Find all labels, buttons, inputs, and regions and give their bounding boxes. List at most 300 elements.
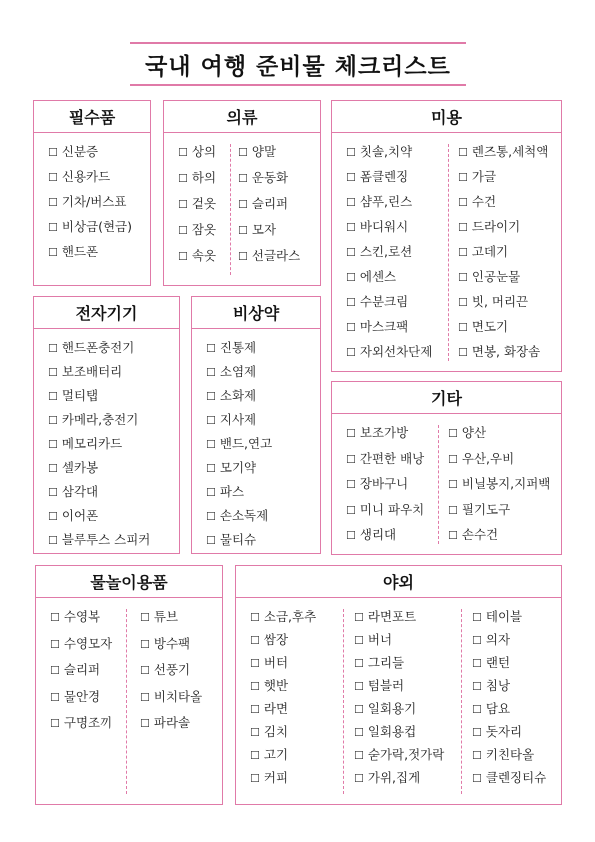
checklist-item (354, 607, 416, 625)
checkbox-icon[interactable]: ☐ (346, 246, 356, 259)
column-divider (126, 609, 127, 794)
checkbox-icon[interactable]: ☐ (238, 250, 248, 263)
checklist-item-label: 키친타올 (485, 747, 535, 762)
checklist-item-label: 메모리카드 (61, 436, 123, 451)
checklist-item-label: 빗, 머리끈 (471, 294, 529, 309)
checklist-item (250, 722, 288, 740)
checklist-item-label: 쌈장 (263, 632, 289, 647)
checklist-item (206, 338, 256, 356)
checklist-item-label: 샴푸,린스 (359, 194, 413, 209)
checklist-item (354, 653, 404, 671)
checkbox-icon[interactable]: ☐ (178, 172, 188, 185)
section-title: 비상약 (192, 297, 320, 329)
checklist-item-label: 수영복 (63, 609, 101, 624)
checklist-item (48, 410, 138, 428)
checklist-item-label: 보조가방 (359, 425, 409, 440)
checklist-item-label: 지사제 (219, 412, 257, 427)
checkbox-icon[interactable]: ☐ (238, 198, 248, 211)
checkbox-icon[interactable]: ☐ (458, 296, 468, 309)
checkbox-icon[interactable]: ☐ (354, 634, 364, 647)
checkbox-icon[interactable]: ☐ (50, 637, 60, 651)
checkbox-icon[interactable]: ☐ (250, 657, 260, 670)
checklist-item (50, 687, 100, 705)
checklist-item (472, 768, 546, 786)
checkbox-icon[interactable]: ☐ (346, 529, 356, 542)
checklist-item (346, 142, 412, 160)
checklist-item (48, 482, 98, 500)
checkbox-icon[interactable]: ☐ (472, 749, 482, 762)
checklist-item-label: 겉옷 (191, 196, 217, 211)
checklist-item (238, 194, 288, 212)
checklist-item (48, 242, 98, 260)
checklist-item-label: 랜턴 (485, 655, 511, 670)
checklist-item-label: 핸드폰 (61, 244, 99, 259)
checklist-item (48, 434, 122, 452)
checklist-item-label: 라면포트 (367, 609, 417, 624)
section-title: 의류 (164, 101, 320, 133)
checklist-item (140, 607, 178, 625)
checklist-item-label: 모기약 (219, 460, 257, 475)
checklist-item-label: 렌즈통,세척액 (471, 144, 549, 159)
checkbox-icon[interactable]: ☐ (178, 198, 188, 211)
checkbox-icon[interactable]: ☐ (354, 726, 364, 739)
checkbox-icon[interactable]: ☐ (140, 611, 150, 624)
section-title: 물놀이용품 (36, 566, 222, 598)
checklist-item (238, 220, 276, 238)
checkbox-icon[interactable]: ☐ (458, 346, 468, 359)
checklist-item-label: 선풍기 (153, 662, 191, 677)
checklist-item-label: 신용카드 (61, 169, 111, 184)
checkbox-icon[interactable]: ☐ (448, 529, 458, 542)
checklist-item (448, 500, 510, 518)
checklist-item (50, 660, 100, 678)
checklist-item-label: 고데기 (471, 244, 509, 259)
section-water (35, 565, 223, 805)
checklist-item-label: 생리대 (359, 527, 397, 542)
checklist-item (250, 630, 288, 648)
checklist-item-label: 튜브 (153, 609, 179, 624)
checklist-item (346, 449, 424, 467)
checklist-item-label: 밴드,연고 (219, 436, 273, 451)
checklist-item (346, 500, 424, 518)
checklist-item-label: 선글라스 (251, 248, 301, 263)
checklist-item-label: 일회용컵 (367, 724, 417, 739)
checkbox-icon[interactable]: ☐ (458, 271, 468, 284)
checklist-item-label: 미니 파우치 (359, 501, 425, 517)
checklist-item (140, 660, 190, 678)
checkbox-icon[interactable]: ☐ (206, 438, 216, 451)
checkbox-icon[interactable]: ☐ (48, 366, 58, 379)
checklist-item-label: 손소독제 (219, 508, 269, 523)
checklist-item (472, 745, 534, 763)
checklist-item-label: 방수팩 (153, 635, 191, 651)
checklist-item-label: 속옷 (191, 248, 217, 263)
checklist-item-label: 블루투스 스피커 (61, 532, 151, 547)
checklist-item-label: 자외선차단제 (359, 344, 433, 359)
checklist-item-label: 수분크림 (359, 294, 409, 309)
checkbox-icon[interactable]: ☐ (48, 390, 58, 403)
column-divider (448, 144, 449, 361)
checklist-item-label: 구명조끼 (63, 715, 113, 730)
checklist-item (48, 142, 98, 160)
column-divider (230, 144, 231, 275)
checklist-item (178, 246, 216, 264)
checkbox-icon[interactable]: ☐ (448, 478, 458, 491)
checklist-item (178, 142, 216, 160)
checkbox-icon[interactable]: ☐ (140, 664, 150, 677)
checklist-item (458, 167, 496, 185)
checkbox-icon[interactable]: ☐ (354, 680, 364, 693)
checklist-item (458, 242, 508, 260)
checkbox-icon[interactable]: ☐ (346, 478, 356, 491)
checkbox-icon[interactable]: ☐ (206, 462, 216, 475)
checklist-item (448, 449, 514, 467)
checkbox-icon[interactable]: ☐ (458, 146, 468, 159)
checklist-item (206, 530, 256, 548)
checkbox-icon[interactable]: ☐ (346, 271, 356, 284)
checklist-item (50, 713, 112, 731)
checkbox-icon[interactable]: ☐ (448, 427, 458, 440)
checklist-item-label: 돗자리 (485, 724, 523, 739)
checklist-item-label: 셀카봉 (61, 460, 99, 475)
checklist-item-label: 신분증 (61, 144, 99, 159)
checkbox-icon[interactable]: ☐ (448, 503, 458, 517)
section-clothing (163, 100, 321, 286)
checklist-item-label: 의자 (485, 632, 511, 647)
checkbox-icon[interactable]: ☐ (346, 171, 356, 184)
checklist-item-label: 핸드폰충전기 (61, 340, 135, 355)
checkbox-icon[interactable]: ☐ (206, 342, 216, 355)
checklist-item (472, 607, 522, 625)
checkbox-icon[interactable]: ☐ (458, 246, 468, 259)
checklist-item (354, 630, 392, 648)
checklist-item (354, 699, 416, 717)
checklist-item-label: 고기 (263, 747, 289, 762)
checkbox-icon[interactable]: ☐ (206, 366, 216, 379)
checkbox-icon[interactable]: ☐ (48, 342, 58, 355)
checklist-item (48, 530, 150, 548)
checklist-item-label: 폼클렌징 (359, 169, 409, 184)
checkbox-icon[interactable]: ☐ (346, 196, 356, 209)
checklist-item (472, 653, 510, 671)
checklist-item-label: 그리들 (367, 655, 405, 670)
checklist-item (448, 474, 550, 492)
checkbox-icon[interactable]: ☐ (354, 703, 364, 716)
checkbox-icon[interactable]: ☐ (250, 772, 260, 785)
checklist-item (206, 506, 268, 524)
checklist-item (458, 267, 520, 285)
checklist-item (206, 362, 256, 380)
checklist-item-label: 물안경 (63, 688, 101, 704)
checklist-item (50, 607, 100, 625)
checkbox-icon[interactable]: ☐ (50, 717, 60, 730)
checklist-item-label: 버터 (263, 655, 289, 670)
checkbox-icon[interactable]: ☐ (472, 726, 482, 739)
checklist-item (346, 525, 396, 543)
checkbox-icon[interactable]: ☐ (458, 221, 468, 234)
checklist-item (238, 142, 276, 160)
checklist-item (140, 634, 190, 652)
checklist-item (346, 474, 408, 492)
checklist-item-label: 카메라,충전기 (61, 412, 139, 427)
checklist-item-label: 라면 (263, 701, 289, 716)
checklist-item (178, 194, 216, 212)
checklist-item (250, 699, 288, 717)
checklist-item (206, 434, 272, 452)
checklist-item (250, 768, 288, 786)
checklist-item-label: 가글 (471, 169, 497, 184)
checkbox-icon[interactable]: ☐ (48, 486, 58, 499)
checklist-item (48, 458, 98, 476)
checkbox-icon[interactable]: ☐ (206, 414, 216, 427)
checklist-item-label: 보조배터리 (61, 364, 123, 379)
checklist-item (250, 653, 288, 671)
checklist-item (448, 525, 498, 543)
checkbox-icon[interactable]: ☐ (250, 634, 260, 647)
checklist-item-label: 운동화 (251, 170, 289, 185)
checkbox-icon[interactable]: ☐ (48, 438, 58, 451)
checklist-item-label: 바디워시 (359, 219, 409, 234)
checklist-item (48, 506, 98, 524)
checklist-item-label: 마스크팩 (359, 319, 409, 334)
section-title: 전자기기 (34, 297, 179, 329)
checklist-item-label: 클렌징티슈 (485, 770, 547, 785)
checklist-item-label: 수영모자 (63, 635, 113, 651)
checklist-item (178, 220, 216, 238)
section-beauty (331, 100, 562, 372)
checkbox-icon[interactable]: ☐ (458, 321, 468, 334)
checklist-item (346, 423, 408, 441)
checkbox-icon[interactable]: ☐ (354, 772, 364, 785)
checkbox-icon[interactable]: ☐ (48, 534, 58, 547)
checklist-item-label: 비상금(현금) (61, 219, 133, 234)
checklist-item-label: 장바구니 (359, 476, 409, 491)
checklist-item (458, 192, 496, 210)
checklist-item (346, 342, 432, 360)
checklist-item (448, 423, 486, 441)
section-essentials (33, 100, 151, 286)
checkbox-icon[interactable]: ☐ (472, 680, 482, 693)
checklist-item (140, 713, 190, 731)
checklist-item-label: 하의 (191, 170, 217, 185)
checkbox-icon[interactable]: ☐ (472, 703, 482, 716)
checklist-item (48, 167, 110, 185)
checklist-item-label: 모자 (251, 222, 277, 237)
checkbox-icon[interactable]: ☐ (48, 414, 58, 427)
checklist-item-label: 일회용기 (367, 701, 417, 716)
checkbox-icon[interactable]: ☐ (346, 321, 356, 334)
checklist-item-label: 가위,집게 (367, 770, 421, 785)
checklist-item (354, 676, 404, 694)
checklist-item (472, 722, 522, 740)
checklist-item-label: 드라이기 (471, 219, 521, 234)
checkbox-icon[interactable]: ☐ (448, 452, 458, 466)
checkbox-icon[interactable]: ☐ (238, 146, 248, 159)
page-title: 국내 여행 준비물 체크리스트 (130, 42, 466, 86)
checkbox-icon[interactable]: ☐ (458, 196, 468, 209)
checklist-item-label: 우산,우비 (461, 450, 515, 466)
checkbox-icon[interactable]: ☐ (206, 534, 216, 547)
checkbox-icon[interactable]: ☐ (48, 171, 58, 184)
checklist-item (346, 192, 412, 210)
checkbox-icon[interactable]: ☐ (354, 611, 364, 624)
checklist-item-label: 에센스 (359, 269, 397, 284)
checklist-item (346, 292, 408, 310)
section-etc (331, 381, 562, 555)
section-camping (235, 565, 562, 805)
checkbox-icon[interactable]: ☐ (472, 634, 482, 647)
checklist-item-label: 상의 (191, 144, 217, 159)
column-divider (343, 609, 344, 794)
checkbox-icon[interactable]: ☐ (48, 221, 58, 234)
checklist-item-label: 비닐봉지,지퍼백 (461, 476, 551, 491)
checklist-item-label: 수건 (471, 194, 497, 209)
checklist-item-label: 텀블러 (367, 678, 405, 693)
checkbox-icon[interactable]: ☐ (48, 196, 58, 209)
checklist-item-label: 면봉, 화장솜 (471, 344, 541, 359)
checklist-item (206, 410, 256, 428)
checkbox-icon[interactable]: ☐ (178, 250, 188, 263)
checkbox-icon[interactable]: ☐ (354, 657, 364, 670)
checkbox-icon[interactable]: ☐ (346, 221, 356, 234)
checklist-item (472, 699, 510, 717)
checkbox-icon[interactable]: ☐ (346, 346, 356, 359)
column-divider (438, 425, 439, 544)
checklist-item-label: 진통제 (219, 340, 257, 355)
checklist-item-label: 소화제 (219, 388, 257, 403)
checklist-item-label: 김치 (263, 724, 289, 739)
section-title: 기타 (332, 382, 561, 414)
checkbox-icon[interactable]: ☐ (140, 717, 150, 730)
checkbox-icon[interactable]: ☐ (346, 296, 356, 309)
checklist-item (346, 267, 396, 285)
checklist-item-label: 파라솔 (153, 715, 191, 730)
checklist-item (48, 217, 132, 235)
checklist-item (206, 458, 256, 476)
checkbox-icon[interactable]: ☐ (346, 503, 356, 517)
checklist-item (250, 676, 288, 694)
checkbox-icon[interactable]: ☐ (140, 690, 150, 704)
checklist-item (140, 687, 202, 705)
checkbox-icon[interactable]: ☐ (238, 224, 248, 237)
checklist-item (238, 246, 300, 264)
checklist-item-label: 햇반 (263, 678, 289, 693)
checkbox-icon[interactable]: ☐ (250, 680, 260, 693)
checklist-item-label: 양산 (461, 425, 487, 440)
checkbox-icon[interactable]: ☐ (48, 510, 58, 523)
checkbox-icon[interactable]: ☐ (178, 146, 188, 159)
checklist-item (458, 342, 540, 360)
checkbox-icon[interactable]: ☐ (250, 749, 260, 762)
checkbox-icon[interactable]: ☐ (48, 462, 58, 475)
checklist-item (238, 168, 288, 186)
checkbox-icon[interactable]: ☐ (206, 510, 216, 523)
checkbox-icon[interactable]: ☐ (48, 146, 58, 159)
checkbox-icon[interactable]: ☐ (178, 224, 188, 237)
checkbox-icon[interactable]: ☐ (50, 690, 60, 704)
checklist-item-label: 물티슈 (219, 532, 257, 547)
checklist-item-label: 슬리퍼 (251, 196, 289, 211)
checklist-item-label: 파스 (219, 484, 245, 499)
checklist-item (50, 634, 112, 652)
checklist-item (354, 745, 444, 763)
checkbox-icon[interactable]: ☐ (206, 486, 216, 499)
checklist-item-label: 소금,후추 (263, 609, 317, 624)
section-electronics (33, 296, 180, 554)
checkbox-icon[interactable]: ☐ (50, 611, 60, 624)
checklist-item (458, 142, 548, 160)
checklist-item (472, 630, 510, 648)
checkbox-icon[interactable]: ☐ (250, 726, 260, 739)
checkbox-icon[interactable]: ☐ (140, 637, 150, 651)
checklist-item-label: 멀티탭 (61, 388, 99, 403)
checkbox-icon[interactable]: ☐ (250, 611, 260, 624)
section-title: 야외 (236, 566, 561, 598)
checklist-item (346, 167, 408, 185)
section-title: 미용 (332, 101, 561, 133)
checklist-item (346, 242, 412, 260)
checklist-item (206, 482, 244, 500)
checklist-item (48, 338, 134, 356)
checklist-item-label: 면도기 (471, 319, 509, 334)
checkbox-icon[interactable]: ☐ (238, 172, 248, 185)
checkbox-icon[interactable]: ☐ (346, 452, 356, 466)
checklist-item-label: 커피 (263, 770, 289, 785)
checklist-item-label: 손수건 (461, 527, 499, 542)
checkbox-icon[interactable]: ☐ (458, 171, 468, 184)
checkbox-icon[interactable]: ☐ (472, 772, 482, 785)
checklist-item (250, 745, 288, 763)
checkbox-icon[interactable]: ☐ (50, 664, 60, 677)
checklist-item-label: 슬리퍼 (63, 662, 101, 677)
checklist-item-label: 간편한 배낭 (359, 450, 425, 466)
checklist-item-label: 필기도구 (461, 501, 511, 517)
checkbox-icon[interactable]: ☐ (354, 749, 364, 762)
checklist-item-label: 소염제 (219, 364, 257, 379)
checklist-item (458, 317, 508, 335)
checkbox-icon[interactable]: ☐ (472, 611, 482, 624)
checkbox-icon[interactable]: ☐ (206, 390, 216, 403)
checklist-item-label: 담요 (485, 701, 511, 716)
checklist-item-label: 칫솔,치약 (359, 144, 413, 159)
checklist-item-label: 숟가락,젓가락 (367, 747, 445, 762)
checklist-item-label: 잠옷 (191, 222, 217, 237)
checklist-item-label: 양말 (251, 144, 277, 159)
column-divider (461, 609, 462, 794)
checklist-item (48, 362, 122, 380)
checklist-item (354, 722, 416, 740)
checkbox-icon[interactable]: ☐ (346, 146, 356, 159)
checklist-item (250, 607, 316, 625)
checklist-item (458, 217, 520, 235)
checkbox-icon[interactable]: ☐ (250, 703, 260, 716)
checklist-item-label: 인공눈물 (471, 269, 521, 284)
checklist-item (48, 192, 126, 210)
checklist-item-label: 테이블 (485, 609, 523, 624)
checklist-item (472, 676, 510, 694)
checklist-item (178, 168, 216, 186)
checkbox-icon[interactable]: ☐ (472, 657, 482, 670)
section-title: 필수품 (34, 101, 150, 133)
checklist-item (354, 768, 420, 786)
checklist-item-label: 버너 (367, 632, 393, 647)
checklist-item-label: 기차/버스표 (61, 194, 127, 209)
checklist-item-label: 침낭 (485, 678, 511, 693)
checkbox-icon[interactable]: ☐ (346, 427, 356, 440)
checklist-item-label: 이어폰 (61, 508, 99, 523)
checkbox-icon[interactable]: ☐ (48, 246, 58, 259)
section-medicine (191, 296, 321, 554)
